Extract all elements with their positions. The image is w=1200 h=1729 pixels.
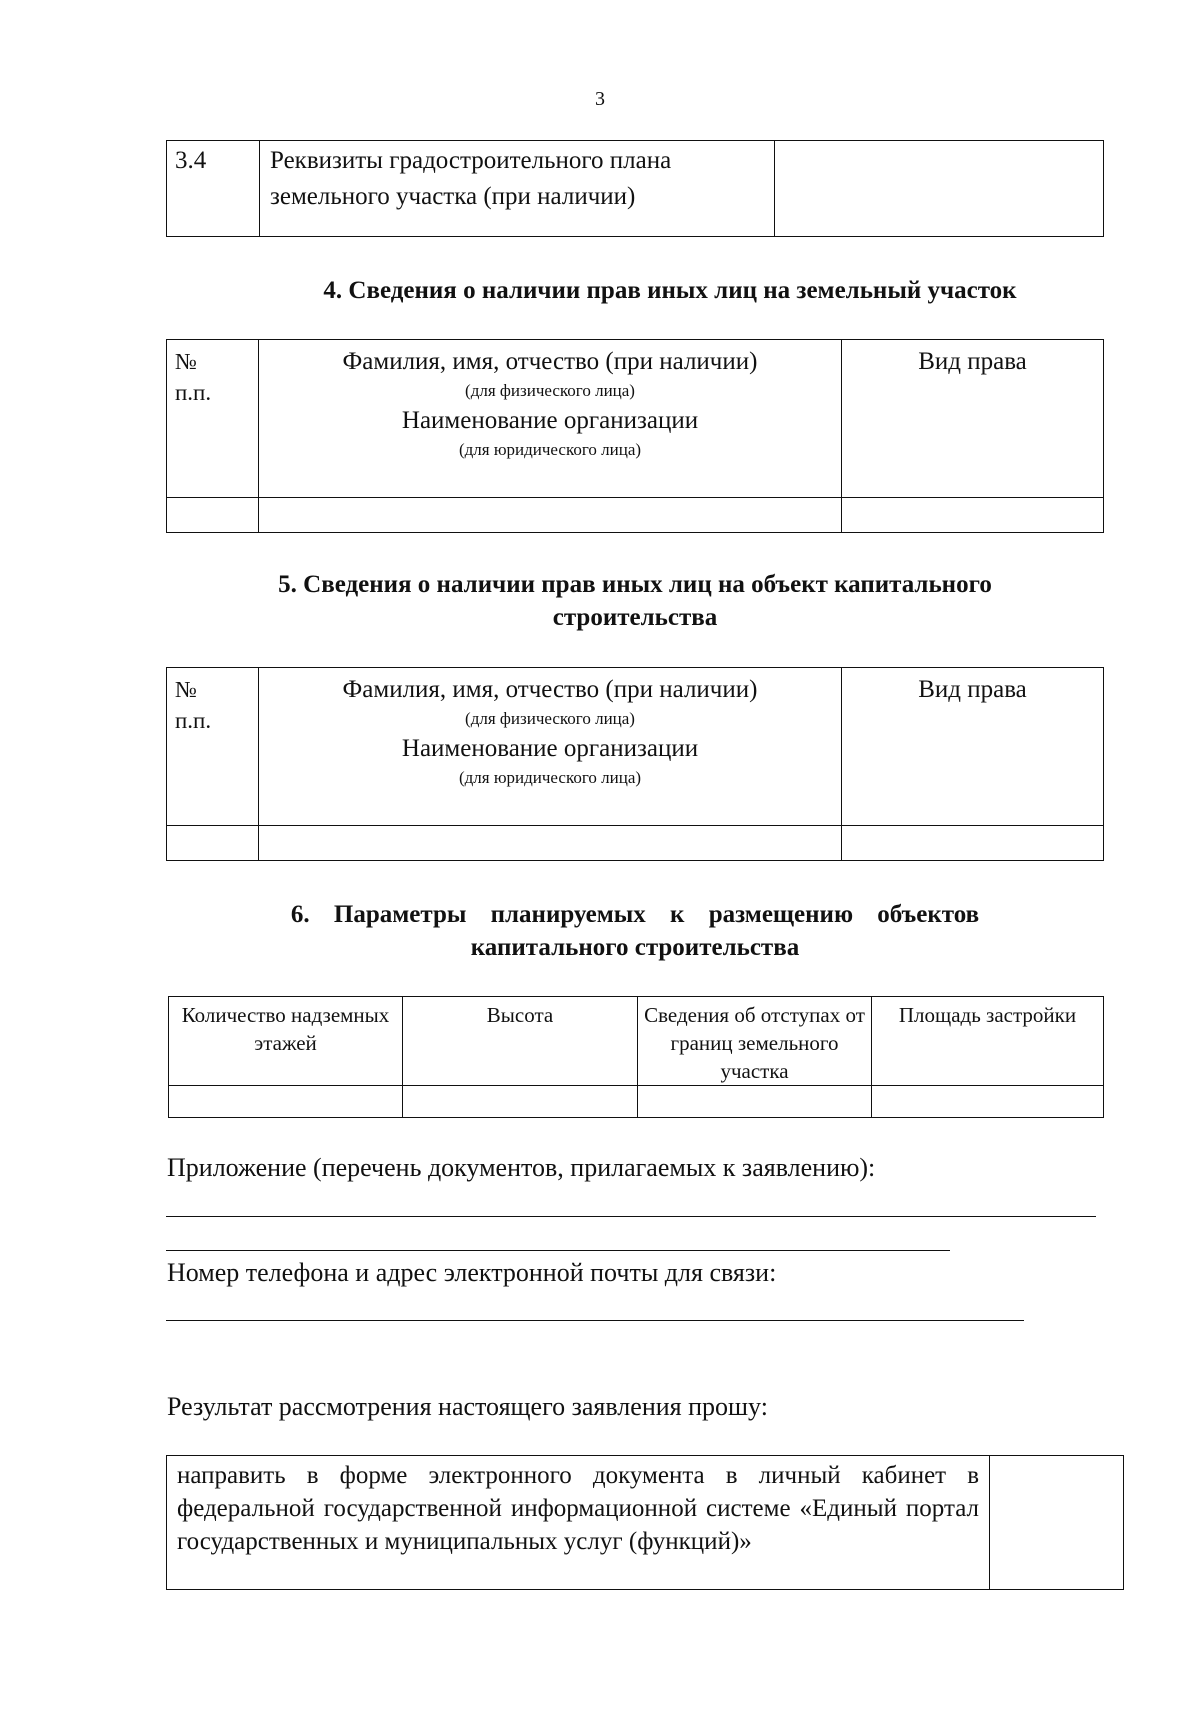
col-floors: Количество надземных этажей: [169, 997, 403, 1086]
header-number: [167, 340, 259, 498]
section-4-heading: 4. Сведения о наличии прав иных лиц на земельный участок: [323, 277, 1017, 304]
number-abbr: п.п.: [175, 708, 212, 733]
table-row: [167, 498, 1104, 533]
section-6-heading-line2: капитального строительства: [470, 934, 800, 961]
table-result-options: [166, 1455, 1124, 1590]
table-row: [167, 826, 1104, 861]
contact-label: Номер телефона и адрес электронной почты для связи:: [167, 1258, 777, 1287]
row-value-cell[interactable]: [775, 141, 1104, 237]
table-header-row: [169, 997, 1104, 1086]
input-cell-floors[interactable]: [169, 1086, 403, 1118]
table-building-rights: [166, 667, 1104, 861]
header-name: [259, 668, 842, 826]
header-right-type: Вид права: [842, 668, 1104, 826]
input-cell-height[interactable]: [403, 1086, 638, 1118]
input-cell-number[interactable]: [167, 826, 259, 861]
table-gradplan: [166, 140, 1104, 237]
header-name: [259, 340, 842, 498]
fio-label: Фамилия, имя, отчество (при наличии): [342, 676, 758, 703]
table-land-rights: [166, 339, 1104, 533]
result-option-text: направить в форме электронного документа в личный кабинет в федеральной государственной информационной системе «Единый портал государственных и муниципальных услуг (функций)»: [167, 1456, 990, 1590]
col-height: Высота: [403, 997, 638, 1086]
input-cell-name[interactable]: [259, 826, 842, 861]
table-header-row: [167, 668, 1104, 826]
appendix-label: Приложение (перечень документов, прилагаемых к заявлению):: [167, 1153, 876, 1182]
table-header-row: [167, 340, 1104, 498]
row-label: Реквизиты градостроительного плана земельного участка (при наличии): [260, 141, 775, 237]
table-parameters: [168, 996, 1104, 1118]
result-label: Результат рассмотрения настоящего заявления прошу:: [167, 1392, 768, 1421]
number-symbol: №: [175, 677, 197, 702]
contact-line[interactable]: [166, 1320, 1024, 1321]
input-cell-building-area[interactable]: [872, 1086, 1104, 1118]
input-cell-setbacks[interactable]: [638, 1086, 872, 1118]
fio-label: Фамилия, имя, отчество (при наличии): [342, 348, 758, 375]
section-5-heading-line2: строительства: [552, 604, 718, 631]
org-note: (для юридического лица): [458, 768, 642, 787]
appendix-line-1[interactable]: [166, 1216, 1096, 1217]
input-cell-right-type[interactable]: [842, 498, 1104, 533]
table-row: [167, 1456, 1124, 1590]
table-row: [167, 141, 1104, 237]
fio-note: (для физического лица): [465, 381, 635, 400]
section-6-heading-line1: [255, 898, 1015, 931]
section-6-heading-line1-text: 6. Параметры планируемых к размещению объектов: [290, 901, 980, 928]
fio-note: (для физического лица): [465, 709, 635, 728]
section-5-heading-line1: 5. Сведения о наличии прав иных лиц на объект капитального: [278, 571, 992, 598]
header-right-type: Вид права: [842, 340, 1104, 498]
org-label: Наименование организации: [401, 407, 699, 434]
table-row: [169, 1086, 1104, 1118]
number-symbol: №: [175, 349, 197, 374]
number-abbr: п.п.: [175, 380, 212, 405]
header-number: [167, 668, 259, 826]
col-building-area: Площадь застройки: [872, 997, 1104, 1086]
input-cell-number[interactable]: [167, 498, 259, 533]
row-number: 3.4: [167, 141, 260, 237]
appendix-line-2[interactable]: [166, 1250, 950, 1251]
input-cell-name[interactable]: [259, 498, 842, 533]
result-option-checkbox[interactable]: [990, 1456, 1124, 1590]
col-setbacks: Сведения об отступах от границ земельного участка: [638, 997, 872, 1086]
section-6-heading: [160, 898, 1110, 964]
page-number: 3: [595, 88, 605, 110]
org-note: (для юридического лица): [458, 440, 642, 459]
input-cell-right-type[interactable]: [842, 826, 1104, 861]
section-5-heading: [160, 568, 1110, 634]
org-label: Наименование организации: [401, 735, 699, 762]
